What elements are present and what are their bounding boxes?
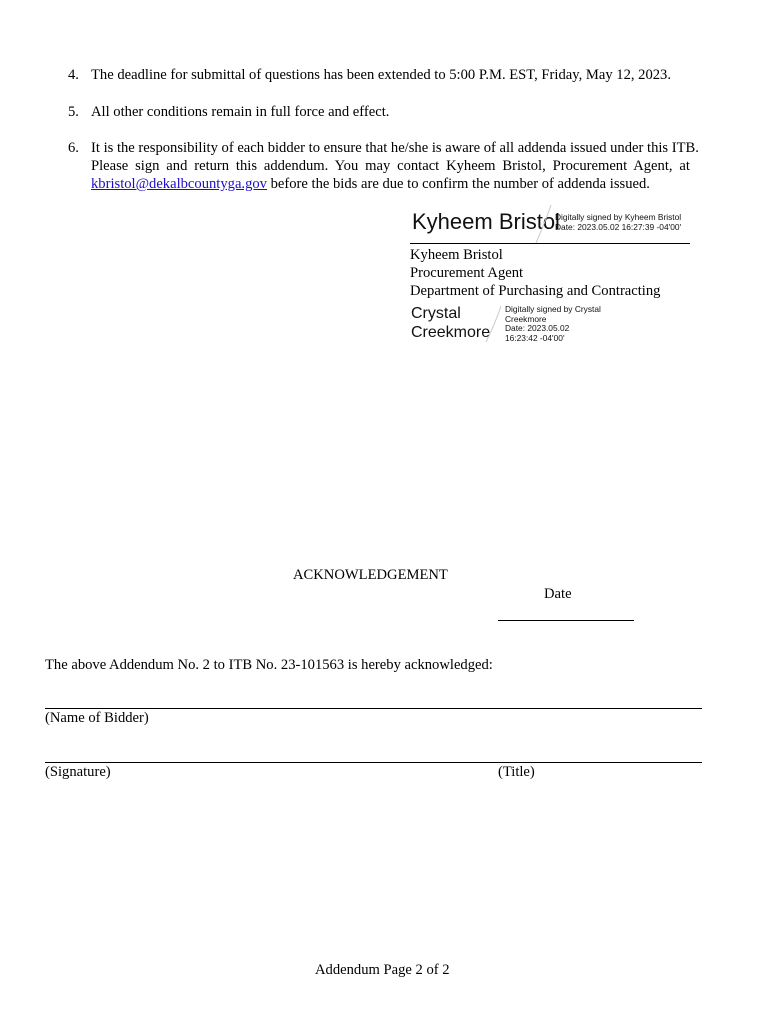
signature-mark-icon [483, 304, 505, 344]
signature-name-line: Creekmore [411, 324, 491, 341]
acknowledgement-statement: The above Addendum No. 2 to ITB No. 23-101563 is hereby acknowledged: [45, 657, 493, 673]
item-text: The deadline for submittal of questions has been extended to 5:00 P.M. EST, Friday, May 12, 2023. [91, 67, 672, 83]
item-text-line: Please sign and return this addendum. You may contact Kyheem Bristol, Procurement Agent, at [91, 158, 690, 174]
signer-title: Procurement Agent [410, 265, 524, 281]
signature-meta-line: Digitally signed by Crystal [505, 304, 601, 314]
item-text-rest: before the bids are due to confirm the number of addenda issued. [266, 176, 650, 192]
bidder-name-line[interactable] [45, 708, 702, 709]
signature-meta-line: Creekmore [505, 313, 547, 324]
item-text [91, 139, 728, 193]
signature-meta-line: Digitally signed by Kyheem Bristol [555, 212, 682, 222]
signature-meta-line: 16:23:42 -04'00' [505, 332, 565, 343]
signature-label: (Signature) [45, 764, 111, 780]
digital-signature-name: Kyheem Bristol [412, 209, 560, 234]
date-line[interactable] [498, 620, 634, 621]
digital-signature-meta [555, 213, 681, 232]
signer-block [410, 246, 660, 300]
item-number: 6. [68, 140, 79, 156]
signer-name: Kyheem Bristol [410, 247, 503, 263]
page-footer: Addendum Page 2 of 2 [315, 962, 450, 978]
signature-line [410, 243, 690, 244]
date-label: Date [544, 586, 572, 602]
signature-title-line[interactable] [45, 762, 702, 763]
signature-mark-icon [533, 203, 555, 245]
item-text: All other conditions remain in full force and effect. [91, 104, 390, 120]
acknowledgement-heading: ACKNOWLEDGEMENT [293, 567, 448, 583]
title-label: (Title) [498, 764, 535, 780]
signature-meta-line: Date: 2023.05.02 [505, 323, 570, 334]
item-text-line: It is the responsibility of each bidder to ensure that he/she is aware of all addenda issued under this ITB. [91, 140, 699, 156]
signature-meta-line: Date: 2023.05.02 16:27:39 -04'00' [555, 221, 682, 232]
email-link[interactable]: kbristol@dekalbcountyga.gov [91, 176, 267, 192]
digital-signature-name [411, 304, 490, 342]
item-text-line [91, 175, 728, 193]
item-number: 4. [68, 67, 79, 83]
signature-name-line: Crystal [411, 305, 461, 322]
signer-department: Department of Purchasing and Contracting [410, 283, 661, 299]
digital-signature-meta [505, 305, 601, 343]
bidder-name-label: (Name of Bidder) [45, 710, 149, 726]
item-number: 5. [68, 104, 79, 120]
